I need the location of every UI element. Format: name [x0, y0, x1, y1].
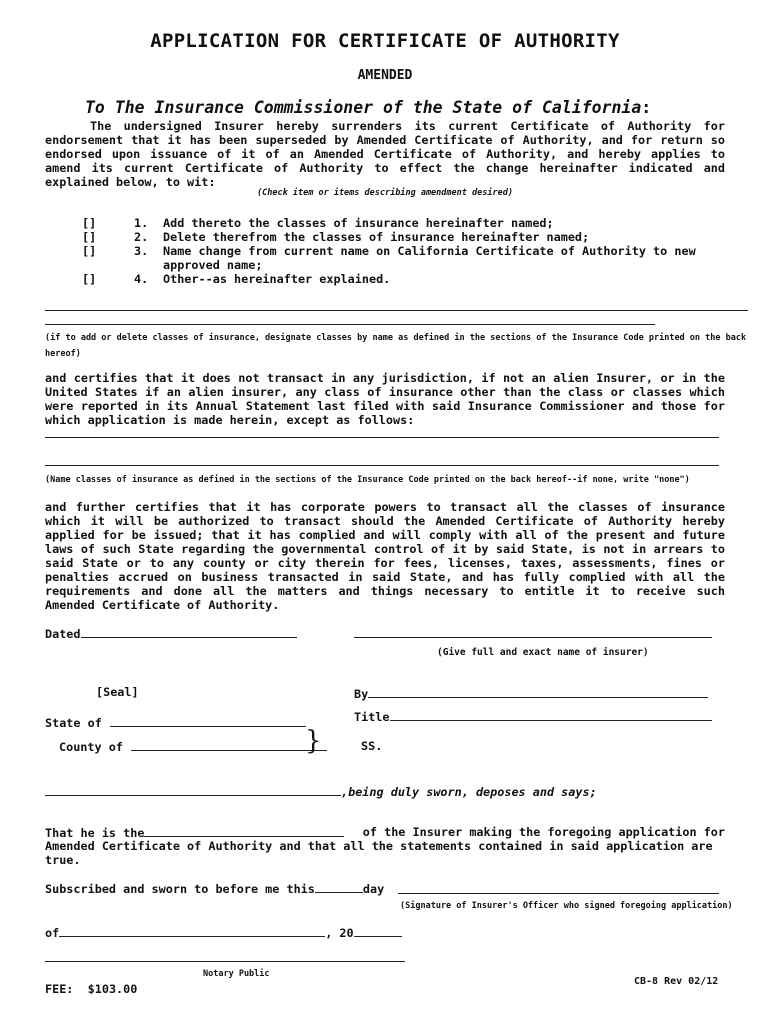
sworn-text: ,being duly sworn, deposes and says;	[341, 785, 597, 799]
day-label: day	[362, 882, 385, 896]
fee-row	[45, 982, 137, 996]
dated-field[interactable]	[81, 626, 297, 638]
option-1-checkbox[interactable]: []	[82, 216, 97, 230]
addressee-text: To The Insurance Commissioner of the State of California	[85, 98, 642, 117]
option-3-continued: approved name;	[163, 258, 263, 272]
dated-label: Dated	[45, 627, 81, 641]
fee-label: FEE:	[45, 982, 74, 996]
subscribed-label: Subscribed and sworn to before me this	[45, 882, 315, 896]
option-4-checkbox[interactable]: []	[82, 272, 97, 286]
further-certifies-paragraph: and further certifies that it has corporate powers to transact all the classes of insurance which it will be authorized to transact should the Amended Certificate of Authority hereby applied for be issued; that it has complied and will comply with all of the present and future laws of such State regarding the governmental control of it by said State, is not in arrears to said State or to any county or city therein for fees, licenses, taxes, assessments, fines or penalties accrued on business transacted in said State, and has fully complied with all the requirements and done all the matters and things necessary to entitle it to receive such Amended Certificate of Authority.	[45, 500, 725, 612]
intro-paragraph: The undersigned Insurer hereby surrenders its current Certificate of Authority for endorsement that it has been superseded by Amended Certificate of Authority, and for return so endorsed upon issuance of it of an Amended Certificate of Authority, and hereby applies to amend its current Certificate of Authority to effect the change hereinafter indicated and explained below, to wit:	[45, 119, 725, 189]
that-he-row	[45, 825, 725, 840]
month-field[interactable]	[59, 925, 325, 937]
county-label: County of	[59, 740, 123, 754]
that-he-line-2: Amended Certificate of Authority and that all the statements contained in said application are	[45, 839, 713, 853]
state-field[interactable]	[110, 715, 306, 727]
subscribed-row	[45, 881, 384, 896]
option-2-number: 2.	[134, 230, 149, 244]
exceptions-line-1[interactable]	[45, 437, 719, 438]
day-field[interactable]	[315, 881, 363, 893]
state-row	[45, 715, 306, 730]
option-3-number: 3.	[134, 244, 149, 258]
option-1-text: Add thereto the classes of insurance hereinafter named;	[163, 216, 554, 230]
name-classes-note: (Name classes of insurance as defined in the sections of the Insurance Code printed on the back hereof--if none, write "none")	[45, 475, 690, 485]
check-note: (Check item or items describing amendment desired)	[257, 188, 513, 198]
form-subtitle: AMENDED	[357, 68, 413, 83]
title-row	[354, 709, 712, 724]
that-he-line-3: true.	[45, 853, 81, 867]
classes-line-1[interactable]	[45, 310, 748, 311]
option-3	[82, 244, 696, 258]
affiant-name-field[interactable]	[45, 784, 341, 796]
option-4-text: Other--as hereinafter explained.	[163, 272, 391, 286]
dated-row	[45, 626, 297, 641]
insurer-name-field[interactable]	[354, 637, 712, 638]
insurer-name-note: (Give full and exact name of insurer)	[437, 647, 649, 658]
addressee-heading	[85, 98, 651, 117]
notary-label: Notary Public	[203, 969, 270, 979]
option-2-text: Delete therefrom the classes of insurance hereinafter named;	[163, 230, 590, 244]
title-field[interactable]	[390, 709, 712, 721]
that-he-label: That he is the	[45, 826, 145, 840]
year-label: , 20	[325, 926, 354, 940]
form-code: CB-8 Rev 02/12	[634, 976, 719, 987]
certifies-paragraph: and certifies that it does not transact in any jurisdiction, if not an alien Insurer, or in the United States if an alien insurer, any class of insurance other than the class or classes which were reported in its Annual Statement last filed with said Insurance Commissioner and those for which application is made herein, except as follows:	[45, 371, 725, 427]
date-row	[45, 925, 402, 940]
classes-note-line-2: hereof)	[45, 349, 81, 359]
exceptions-line-2[interactable]	[45, 465, 719, 466]
fee-value: $103.00	[87, 982, 138, 996]
option-3-checkbox[interactable]: []	[82, 244, 97, 258]
year-field[interactable]	[354, 925, 402, 937]
option-3-text: Name change from current name on California Certificate of Authority to new	[163, 244, 696, 258]
option-2-checkbox[interactable]: []	[82, 230, 97, 244]
option-4-number: 4.	[134, 272, 149, 286]
by-label: By	[354, 687, 369, 701]
county-row	[59, 739, 327, 754]
option-1-number: 1.	[134, 216, 149, 230]
state-label: State of	[45, 716, 102, 730]
signature-note: (Signature of Insurer's Officer who signed foregoing application)	[400, 901, 733, 911]
that-he-rest: of the Insurer making the foregoing application for	[362, 825, 725, 839]
officer-position-field[interactable]	[144, 825, 344, 837]
ss-label: SS.	[361, 739, 383, 753]
option-2	[82, 230, 589, 244]
officer-signature-field[interactable]	[398, 893, 719, 894]
notary-signature-field[interactable]	[45, 961, 405, 962]
form-title: APPLICATION FOR CERTIFICATE OF AUTHORITY	[150, 30, 620, 52]
option-1	[82, 216, 554, 230]
sworn-row	[45, 784, 597, 799]
title-label: Title	[354, 710, 390, 724]
county-field[interactable]	[131, 739, 327, 751]
addressee-colon: :	[641, 98, 652, 117]
jurisdiction-brace: }	[305, 726, 322, 756]
by-row	[354, 686, 708, 701]
of-label: of	[45, 926, 60, 940]
classes-note-line-1: (if to add or delete classes of insurance, designate classes by name as defined in the sections of the Insurance Code printed on the back	[45, 333, 747, 343]
classes-line-2[interactable]	[45, 324, 655, 325]
by-field[interactable]	[368, 686, 708, 698]
seal-label: [Seal]	[96, 685, 139, 699]
option-4	[82, 272, 390, 286]
